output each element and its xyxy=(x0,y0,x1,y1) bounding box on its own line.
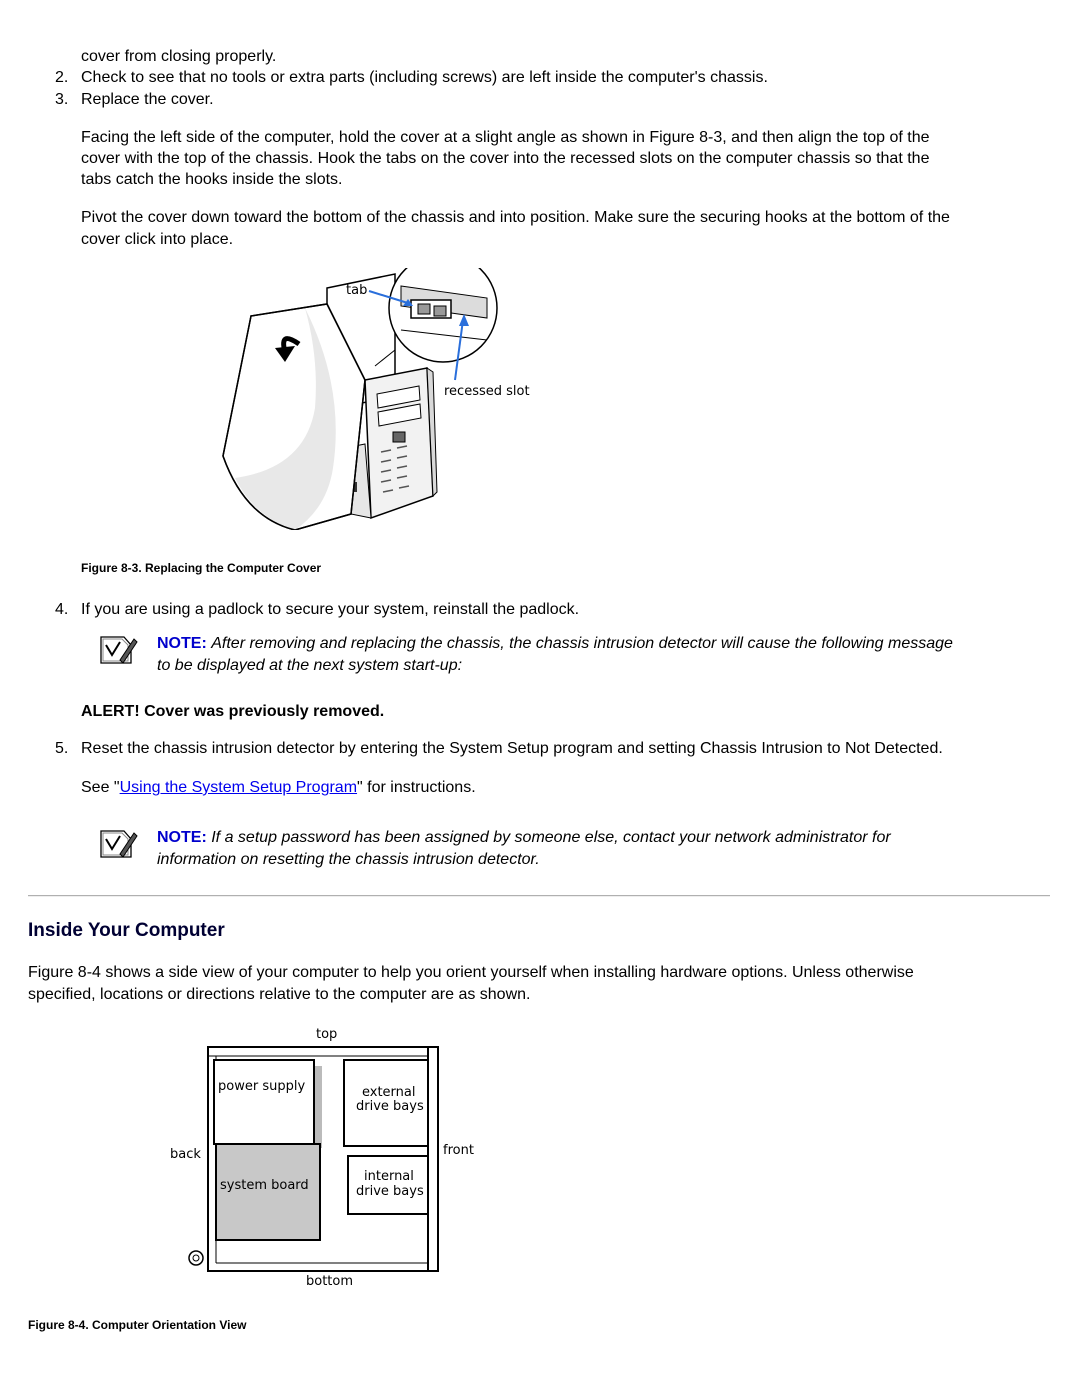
note-text: After removing and replacing the chassis, the chassis intrusion detector will cause the following message xyxy=(211,635,953,652)
see-instructions-line xyxy=(81,778,476,798)
paragraph-line: cover with the top of the chassis. Hook the tabs on the cover into the recessed slots on the computer chassis so that the xyxy=(81,150,930,167)
recessed-slot-label: recessed slot xyxy=(444,384,530,399)
note-1-line-1 xyxy=(157,634,953,654)
paragraph-line: tabs catch the hooks inside the slots. xyxy=(81,171,343,188)
section-divider xyxy=(28,895,1050,897)
external-drive-bays-label-1: external xyxy=(362,1085,416,1100)
section-heading: Inside Your Computer xyxy=(28,920,225,941)
see-suffix: " for instructions. xyxy=(357,779,476,796)
step-number: 3. xyxy=(55,91,69,108)
note-2-line-2: information on resetting the chassis intrusion detector. xyxy=(157,851,540,868)
paragraph-line: Figure 8-4 shows a side view of your computer to help you orient yourself when installing hardware options. Unless otherwise xyxy=(28,964,914,981)
orientation-bottom-label: bottom xyxy=(306,1274,354,1289)
replacing-cover-illustration xyxy=(215,268,545,530)
step-number: 2. xyxy=(55,69,69,86)
step-2-text: Check to see that no tools or extra parts (including screws) are left inside the computer's chassis. xyxy=(81,69,768,86)
paragraph-line: specified, locations or directions relative to the computer are as shown. xyxy=(28,986,531,1003)
note-pencil-icon xyxy=(98,827,138,861)
note-1-line-2: to be displayed at the next system start-up: xyxy=(157,657,463,674)
note-pencil-icon xyxy=(98,633,138,667)
computer-orientation-diagram xyxy=(160,1018,490,1293)
orientation-back-label: back xyxy=(170,1147,201,1162)
list-continuation: cover from closing properly. xyxy=(81,48,277,65)
internal-drive-bays-label-1: internal xyxy=(364,1169,414,1184)
paragraph-line: Facing the left side of the computer, hold the cover at a slight angle as shown in Figure 8-3, and then align the top of the xyxy=(81,129,930,146)
paragraph-line: Pivot the cover down toward the bottom of the chassis and into position. Make sure the securing hooks at the bottom of the xyxy=(81,209,950,226)
note-2-line-1 xyxy=(157,828,891,848)
system-board-label: system board xyxy=(220,1178,309,1193)
power-supply-label: power supply xyxy=(218,1079,306,1094)
note-label: NOTE: xyxy=(157,635,207,652)
figure-caption: Figure 8-3. Replacing the Computer Cover xyxy=(81,561,322,575)
step-number: 4. xyxy=(55,601,69,618)
tab-label: tab xyxy=(346,283,368,298)
step-3-text: Replace the cover. xyxy=(81,91,214,108)
step-number: 5. xyxy=(55,740,69,757)
paragraph-line: cover click into place. xyxy=(81,231,234,248)
external-drive-bays-label-2: drive bays xyxy=(356,1099,424,1114)
orientation-front-label: front xyxy=(443,1143,474,1158)
step-5-text: Reset the chassis intrusion detector by entering the System Setup program and setting Chassis Intrusion to Not Detected. xyxy=(81,740,943,757)
figure-caption: Figure 8-4. Computer Orientation View xyxy=(28,1318,247,1332)
system-setup-link[interactable]: Using the System Setup Program xyxy=(119,779,358,796)
note-label: NOTE: xyxy=(157,829,207,846)
see-prefix: See " xyxy=(81,779,120,796)
alert-message: ALERT! Cover was previously removed. xyxy=(81,703,385,720)
internal-drive-bays-label-2: drive bays xyxy=(356,1184,424,1199)
note-text: If a setup password has been assigned by someone else, contact your network administrator for xyxy=(211,829,891,846)
orientation-top-label: top xyxy=(316,1027,338,1042)
step-4-text: If you are using a padlock to secure your system, reinstall the padlock. xyxy=(81,601,580,618)
